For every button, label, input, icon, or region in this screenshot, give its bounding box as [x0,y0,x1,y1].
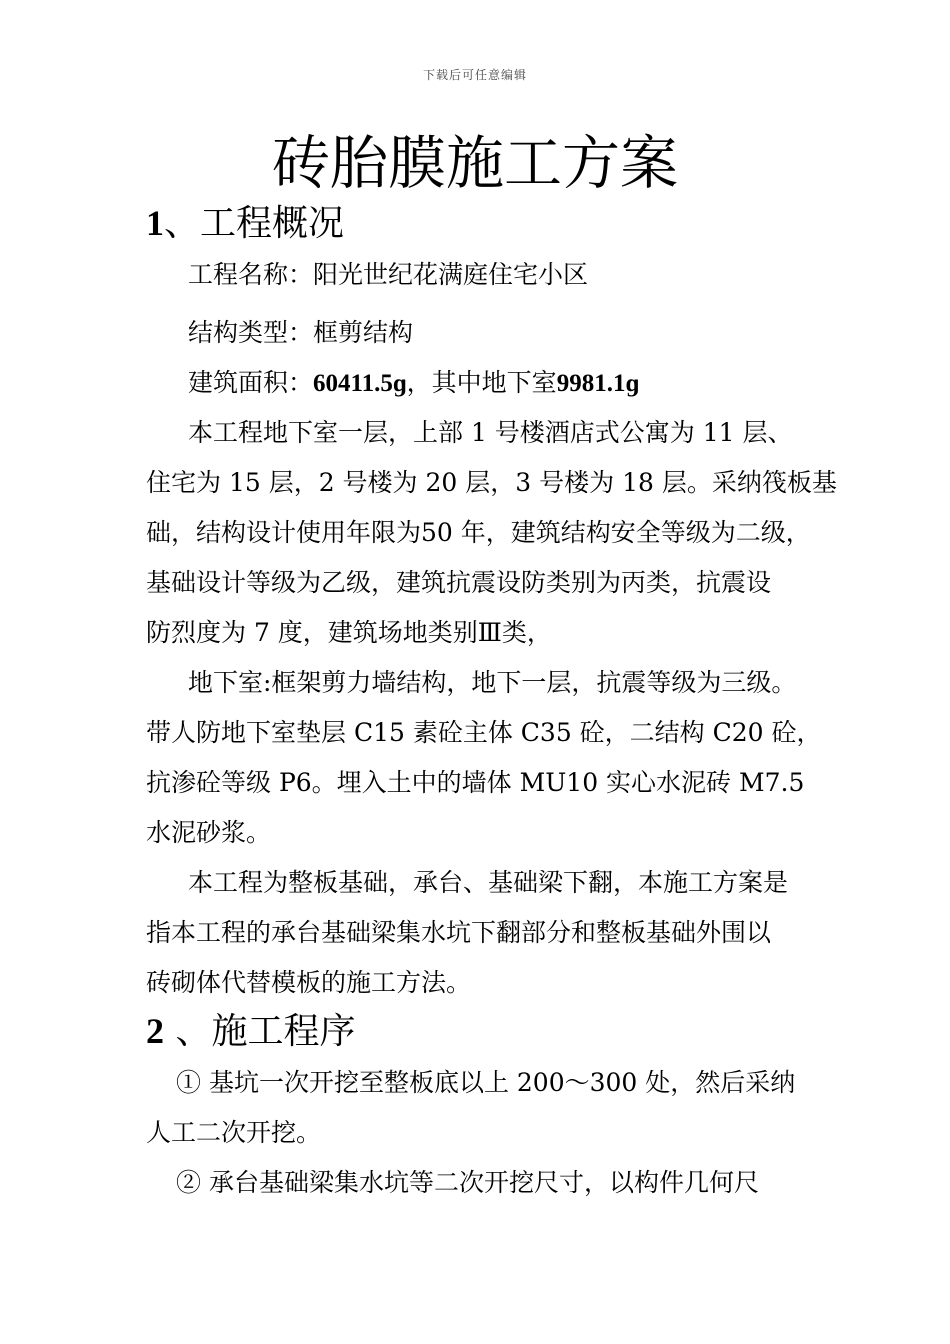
step-line: 人工二次开挖。 [146,1118,322,1147]
section-2-number: 2 [146,1011,164,1051]
paragraph-line: 带人防地下室垫层 C15 素砼主体 C35 砼，二结构 C20 砼， [146,718,822,747]
step-line: ② 承台基础梁集水坑等二次开挖尺寸，以构件几何尺 [176,1168,759,1197]
section-1-number: 1 [146,203,164,243]
paragraph-line: 地下室:框架剪力墙结构，地下一层，抗震等级为三级。 [188,668,797,697]
paragraph-line: 指本工程的承台基础梁集水坑下翻部分和整板基础外围以 [146,918,772,947]
building-area-line [188,366,639,401]
section-1-title: 、工程概况 [164,203,345,244]
paragraph-line: 水泥砂浆。 [146,818,272,847]
paragraph-line: 住宅为 15 层，2 号楼为 20 层，3 号楼为 18 层。采纳筏板基 [146,468,837,497]
structure-type-line: 结构类型：框剪结构 [188,318,414,347]
paragraph-line: 砖砌体代替模板的施工方法。 [146,968,472,997]
document-title: 砖胎膜施工方案 [271,129,678,197]
header-note: 下载后可任意编辑 [422,68,527,82]
area-mid: ，其中地下室 [406,368,557,397]
paragraph-line: 本工程为整板基础，承台、基础梁下翻，本施工方案是 [188,868,789,897]
area-basement-value: 9981.1ɡ [556,370,640,397]
step-line: ① 基坑一次开挖至整板底以上 200～300 处，然后采纳 [176,1068,796,1097]
section-2-heading [146,1008,355,1055]
section-1-heading [146,200,344,247]
paragraph-line: 基础设计等级为乙级，建筑抗震设防类别为丙类，抗震设 [146,568,772,597]
project-name-line: 工程名称：阳光世纪花满庭住宅小区 [188,260,589,289]
paragraph-line: 防烈度为 7 度，建筑场地类别Ⅲ类， [146,618,552,647]
section-2-title: 、施工程序 [164,1011,356,1052]
paragraph-line: 抗渗砼等级 P6。埋入土中的墙体 MU10 实心水泥砖 M7.5 [146,768,805,797]
area-value: 60411.5ɡ [313,370,407,397]
area-label: 建筑面积： [188,368,314,397]
paragraph-line: 本工程地下室一层，上部 1 号楼酒店式公寓为 11 层、 [188,418,793,447]
paragraph-line: 础，结构设计使用年限为50 年，建筑结构安全等级为二级， [146,518,811,547]
